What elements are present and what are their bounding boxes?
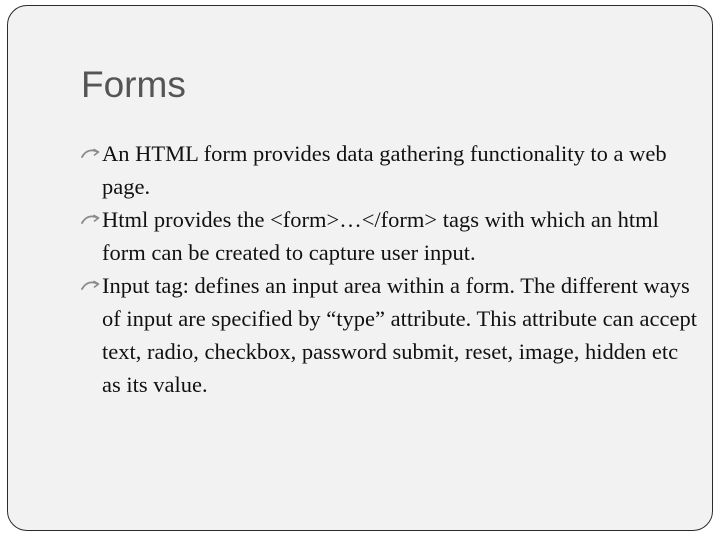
slide xyxy=(7,5,713,531)
bullet-item xyxy=(81,269,701,401)
bullet-list xyxy=(81,137,701,401)
slide-title: Forms xyxy=(81,64,186,105)
curved-bullet-icon xyxy=(81,214,101,226)
bullet-item xyxy=(81,137,701,203)
bullet-item xyxy=(81,203,701,269)
bullet-text: Html provides the <form>…</form> tags with which an html form can be created to capture user input. xyxy=(102,207,659,265)
bullet-text: An HTML form provides data gathering functionality to a web page. xyxy=(102,141,667,199)
curved-bullet-icon xyxy=(81,148,101,160)
bullet-text: Input tag: defines an input area within a form. The different ways of input are specified by “type” attribute. This attribute can accept text, radio, checkbox, password submit, reset, image, hidden etc as its value. xyxy=(102,273,697,397)
curved-bullet-icon xyxy=(81,280,101,292)
